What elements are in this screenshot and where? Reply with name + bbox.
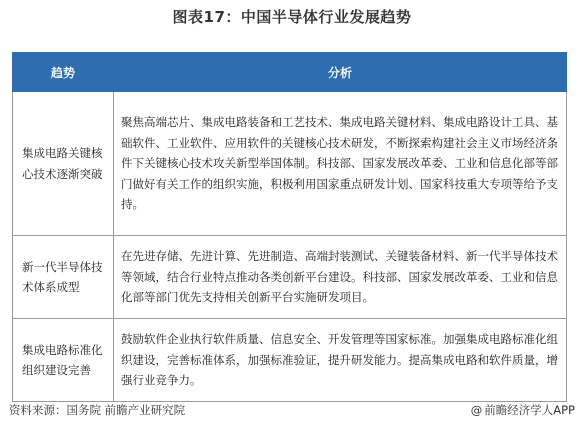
footer (0, 402, 584, 424)
page-title: 图表17：中国半导体行业发展趋势 (172, 8, 412, 26)
trend-cell: 集成电路标准化组织建设完善 (13, 319, 114, 402)
trend-table (12, 52, 567, 402)
table-row (13, 236, 567, 319)
source-note: 资料来源：国务院 前瞻产业研究院 (9, 403, 186, 417)
analysis-cell: 鼓励软件企业执行软件质量、信息安全、开发管理等国家标准。加强集成电路标准化组织建设，完善标准体系，加强标准验证，提升研发能力。提高集成电路和软件质量，增强行业竞争力。 (114, 319, 567, 402)
table-row (13, 319, 567, 402)
analysis-cell: 聚焦高端芯片、集成电路装备和工艺技术、集成电路关键材料、集成电路设计工具、基础软件、工业软件、应用软件的关键核心技术研发，不断探索构建社会主义市场经济条件下关键核心技术攻关新型举国体制。科技部、国家发展改革委、工业和信息化部等部门做好有关工作的组织实施，积极利用国家重点研发计划、国家科技重大专项等给予支持。 (114, 92, 567, 236)
table-row (13, 92, 567, 236)
column-header-analysis: 分析 (114, 53, 567, 92)
column-header-trend: 趋势 (13, 53, 114, 92)
trend-cell: 集成电路关键核心技术逐渐突破 (13, 92, 114, 236)
trend-cell: 新一代半导体技术体系成型 (13, 236, 114, 319)
analysis-cell: 在先进存储、先进计算、先进制造、高端封装测试、关键装备材料、新一代半导体技术等领域，结合行业特点推动各类创新平台建设。科技部、国家发展改革委、工业和信息化部等部门优先支持相关创新平台实施研发项目。 (114, 236, 567, 319)
at-icon: @ (470, 403, 483, 417)
brand-label: 前瞻经济学人APP (484, 403, 575, 417)
brand-credit (471, 402, 575, 418)
table-header-row (13, 53, 567, 92)
